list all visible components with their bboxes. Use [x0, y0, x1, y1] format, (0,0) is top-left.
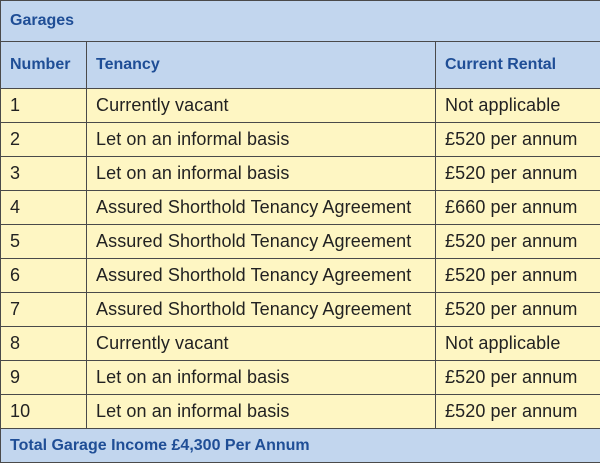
header-current-rental: Current Rental — [436, 42, 600, 89]
cell-number: 9 — [1, 361, 87, 395]
cell-current-rental: £520 per annum — [436, 225, 600, 259]
total-income: Total Garage Income £4,300 Per Annum — [1, 429, 600, 463]
header-number: Number — [1, 42, 87, 89]
cell-tenancy: Currently vacant — [87, 89, 436, 123]
table-row — [1, 259, 600, 293]
table-row — [1, 191, 600, 225]
cell-tenancy: Assured Shorthold Tenancy Agreement — [87, 293, 436, 327]
cell-current-rental: Not applicable — [436, 327, 600, 361]
total-row — [1, 429, 600, 463]
table-row — [1, 89, 600, 123]
cell-tenancy: Currently vacant — [87, 327, 436, 361]
cell-number: 10 — [1, 395, 87, 429]
table-row — [1, 225, 600, 259]
cell-number: 5 — [1, 225, 87, 259]
table-row — [1, 123, 600, 157]
cell-current-rental: £660 per annum — [436, 191, 600, 225]
cell-number: 3 — [1, 157, 87, 191]
table-title-row — [1, 1, 600, 42]
cell-tenancy: Let on an informal basis — [87, 395, 436, 429]
cell-number: 2 — [1, 123, 87, 157]
cell-tenancy: Let on an informal basis — [87, 361, 436, 395]
table-row — [1, 327, 600, 361]
table-row — [1, 395, 600, 429]
cell-number: 7 — [1, 293, 87, 327]
cell-current-rental: £520 per annum — [436, 395, 600, 429]
cell-number: 4 — [1, 191, 87, 225]
header-tenancy: Tenancy — [87, 42, 436, 89]
cell-current-rental: £520 per annum — [436, 293, 600, 327]
cell-tenancy: Assured Shorthold Tenancy Agreement — [87, 259, 436, 293]
cell-current-rental: Not applicable — [436, 89, 600, 123]
table-row — [1, 157, 600, 191]
cell-number: 6 — [1, 259, 87, 293]
cell-tenancy: Assured Shorthold Tenancy Agreement — [87, 191, 436, 225]
cell-tenancy: Let on an informal basis — [87, 157, 436, 191]
cell-current-rental: £520 per annum — [436, 157, 600, 191]
table-title: Garages — [1, 1, 600, 42]
table-row — [1, 361, 600, 395]
cell-number: 8 — [1, 327, 87, 361]
cell-tenancy: Assured Shorthold Tenancy Agreement — [87, 225, 436, 259]
cell-number: 1 — [1, 89, 87, 123]
cell-current-rental: £520 per annum — [436, 259, 600, 293]
cell-current-rental: £520 per annum — [436, 361, 600, 395]
column-header-row — [1, 42, 600, 89]
table-row — [1, 293, 600, 327]
cell-tenancy: Let on an informal basis — [87, 123, 436, 157]
cell-current-rental: £520 per annum — [436, 123, 600, 157]
